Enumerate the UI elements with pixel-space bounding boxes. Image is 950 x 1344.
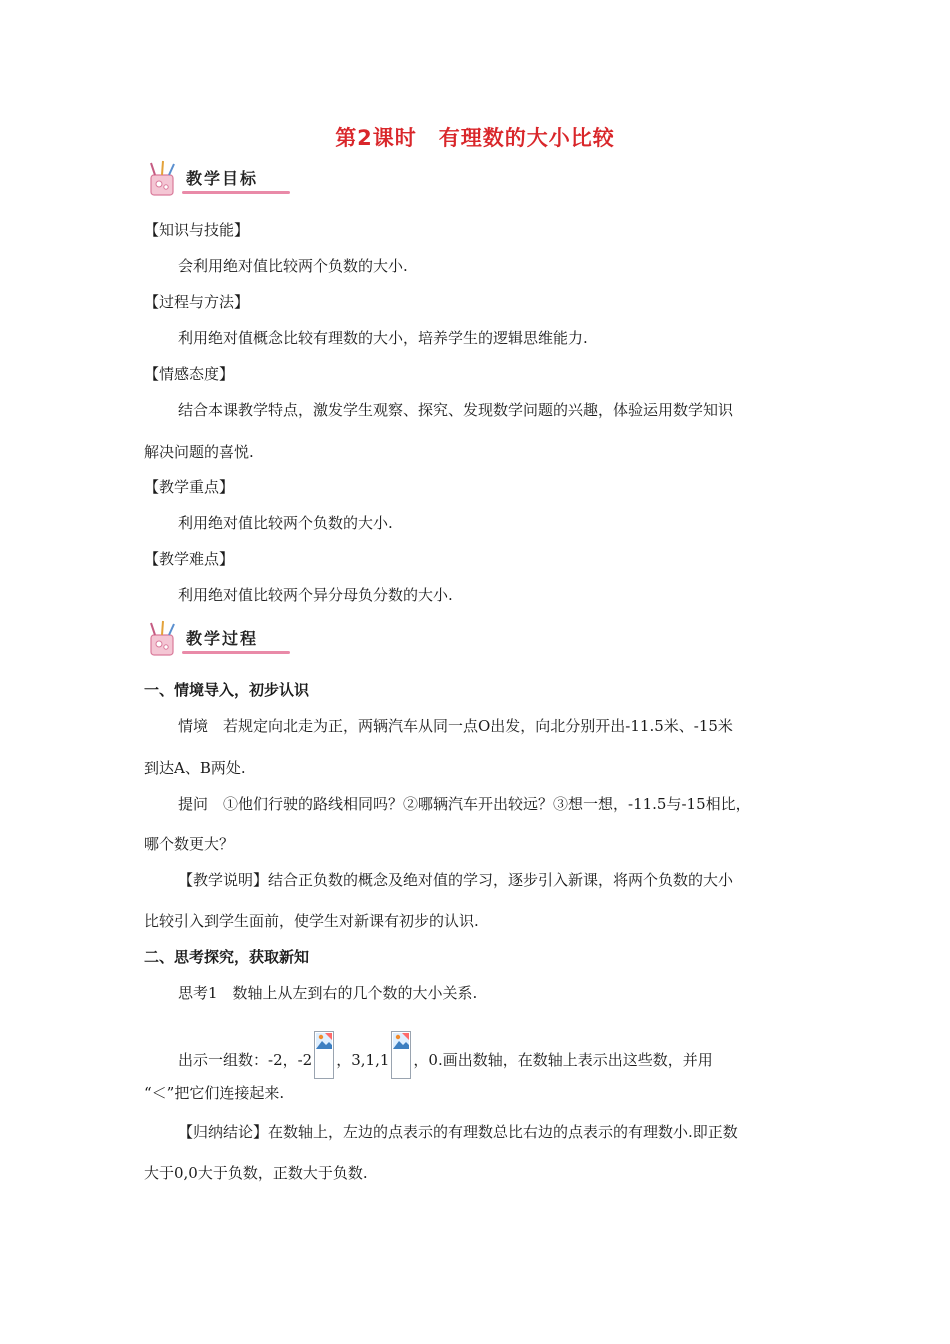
text-run: ，0.画出数轴，在数轴上表示出这些数，并用 [413,1051,713,1069]
paragraph-continued: 到达A、B两处. [144,759,246,777]
paragraph-continued: 哪个数更大？ [144,835,235,853]
pencil-cup-icon [142,618,184,660]
paragraph-continued: 解决问题的喜悦. [144,443,254,461]
broken-image-icon [314,1031,334,1079]
text-run: 出示一组数：-2，-2 [178,1051,313,1069]
paragraph-continued: 大于0,0大于负数，正数大于负数. [144,1164,368,1182]
paragraph: 【教学说明】结合正负数的概念及绝对值的学习，逐步引入新课，将两个负数的大小 [178,871,734,889]
paragraph-continued: “＜”把它们连接起来. [144,1084,285,1102]
paragraph: 利用绝对值比较两个异分母负分数的大小. [178,586,453,604]
pencil-cup-icon [142,158,184,200]
section-banner-goals [142,158,292,200]
text-run: ，3,1,1 [336,1051,390,1069]
section-heading-1: 一、情境导入，初步认识 [144,681,310,699]
banner-label: 教学目标 [186,169,259,188]
paragraph: 利用绝对值概念比较有理数的大小，培养学生的逻辑思维能力. [178,329,588,347]
heading-method: 【过程与方法】 [144,293,250,311]
paragraph: 利用绝对值比较两个负数的大小. [178,514,393,532]
banner-underline [182,191,290,194]
paragraph: 【归纳结论】在数轴上，左边的点表示的有理数总比右边的点表示的有理数小.即正数 [178,1123,738,1141]
section-banner-process [142,618,292,660]
paragraph: 提问 ①他们行驶的路线相同吗？②哪辆汽车开出较远？③想一想，-11.5与-15相比， [178,795,751,813]
paragraph: 结合本课教学特点，激发学生观察、探究、发现数学问题的兴趣，体验运用数学知识 [178,401,734,419]
page-title: 第2课时 有理数的大小比较 [335,126,615,150]
section-heading-2: 二、思考探究，获取新知 [144,948,310,966]
banner-label: 教学过程 [186,629,259,648]
paragraph: 思考1 数轴上从左到右的几个数的大小关系. [178,984,478,1002]
heading-difficulty: 【教学难点】 [144,550,235,568]
paragraph-continued: 比较引入到学生面前，使学生对新课有初步的认识. [144,912,479,930]
heading-attitude: 【情感态度】 [144,365,235,383]
banner-underline [182,651,290,654]
broken-image-icon [391,1031,411,1079]
heading-key-point: 【教学重点】 [144,478,235,496]
paragraph: 情境 若规定向北走为正，两辆汽车从同一点O出发，向北分别开出-11.5米、-15米 [178,717,733,735]
paragraph: 会利用绝对值比较两个负数的大小. [178,257,408,275]
heading-knowledge: 【知识与技能】 [144,221,250,239]
paragraph-with-images [178,1031,713,1079]
